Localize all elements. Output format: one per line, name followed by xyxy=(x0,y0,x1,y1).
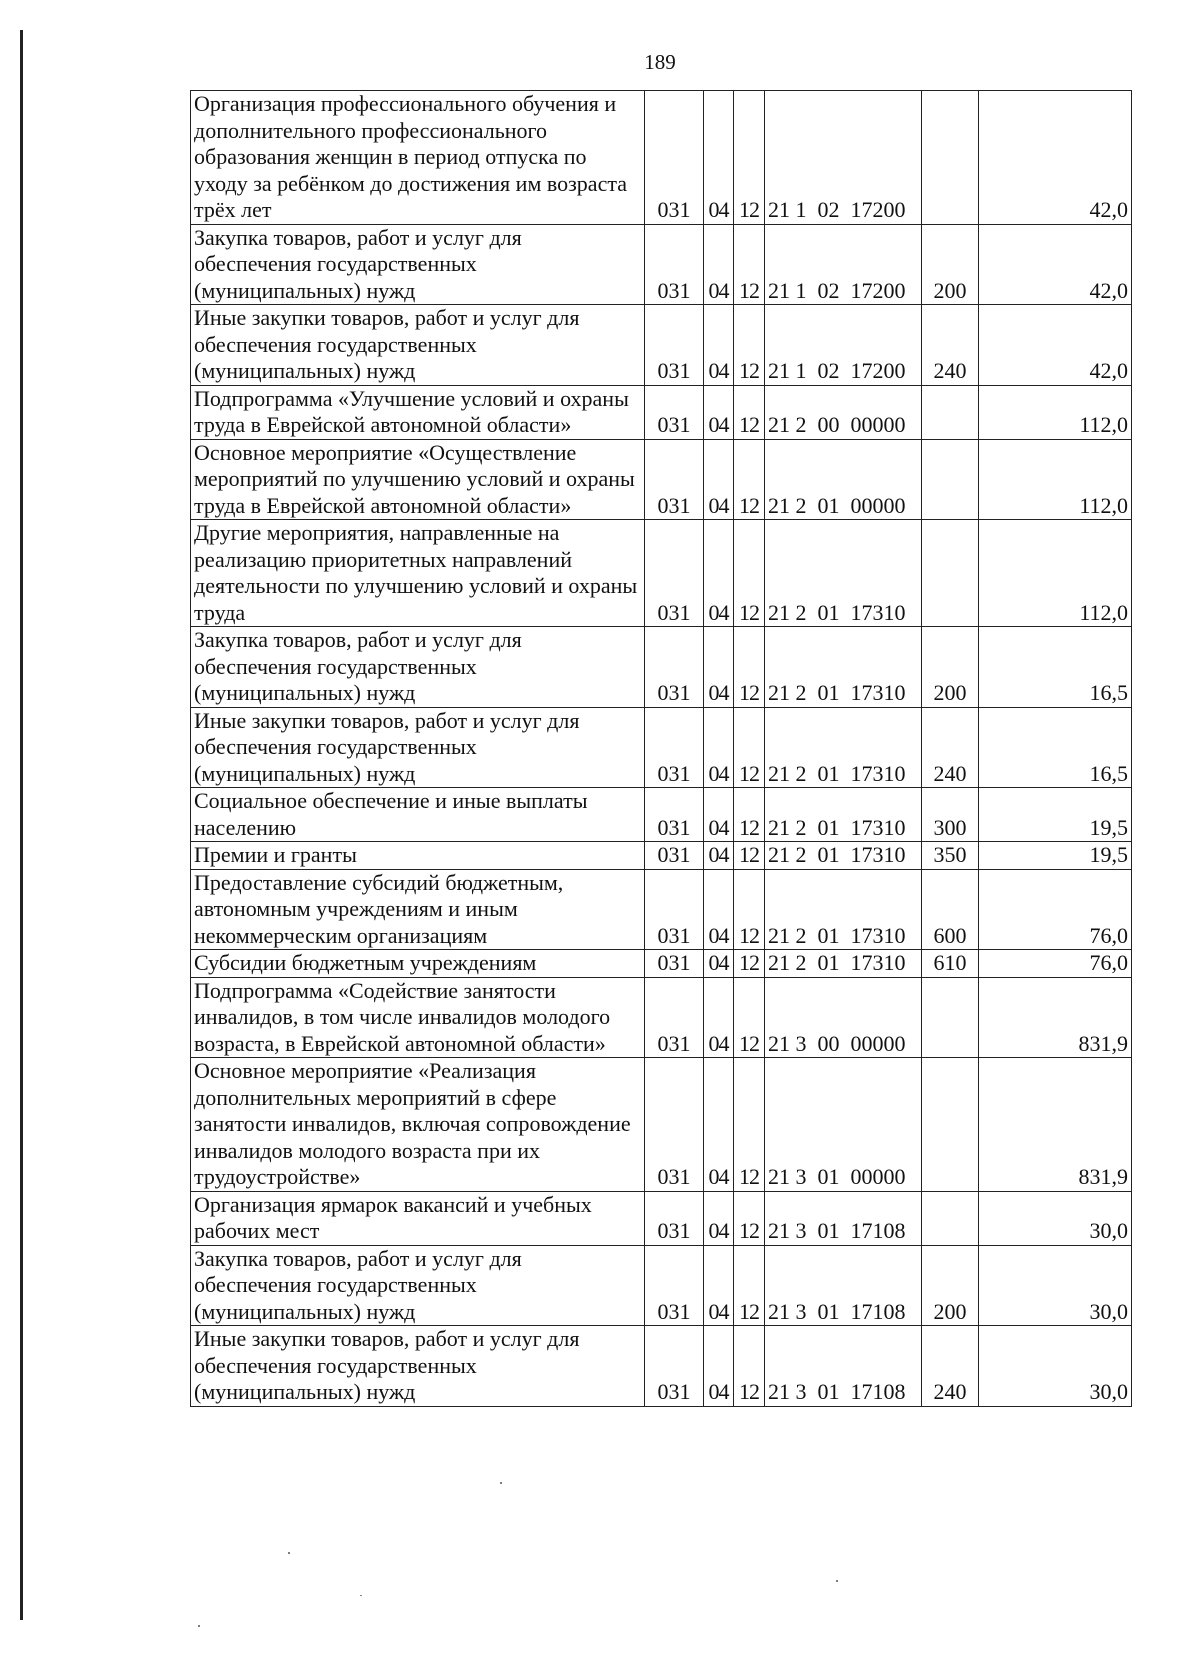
target-article-code: 21 2 01 17310 xyxy=(765,869,922,950)
scan-speck xyxy=(360,1595,362,1596)
target-article-code: 21 2 01 17310 xyxy=(765,627,922,708)
expense-type-code: 200 xyxy=(922,224,979,305)
ved-code: 031 xyxy=(645,869,704,950)
ved-code: 031 xyxy=(645,520,704,627)
amount: 16,5 xyxy=(979,627,1132,708)
section-code: 04 xyxy=(704,385,734,439)
ved-code: 031 xyxy=(645,1326,704,1407)
expense-type-code xyxy=(922,385,979,439)
section-code: 04 xyxy=(704,1058,734,1192)
expense-type-code xyxy=(922,977,979,1058)
ved-code: 031 xyxy=(645,788,704,842)
expense-type-code: 240 xyxy=(922,707,979,788)
row-name: Предоставление субсидий бюджетным, автономным учреждениям и иным некоммерческим организациям xyxy=(191,869,645,950)
target-article-code: 21 3 01 17108 xyxy=(765,1191,922,1245)
ved-code: 031 xyxy=(645,385,704,439)
target-article-code: 21 1 02 17200 xyxy=(765,305,922,386)
subsection-code: 12 xyxy=(734,1245,765,1326)
ved-code: 031 xyxy=(645,1245,704,1326)
ved-code: 031 xyxy=(645,627,704,708)
expense-type-code: 350 xyxy=(922,842,979,870)
table-row xyxy=(191,1191,1132,1245)
target-article-code: 21 2 01 17310 xyxy=(765,520,922,627)
target-article-code: 21 2 01 17310 xyxy=(765,950,922,978)
table-row xyxy=(191,842,1132,870)
row-name: Субсидии бюджетным учреждениям xyxy=(191,950,645,978)
subsection-code: 12 xyxy=(734,627,765,708)
target-article-code: 21 2 00 00000 xyxy=(765,385,922,439)
subsection-code: 12 xyxy=(734,977,765,1058)
subsection-code: 12 xyxy=(734,91,765,225)
table-row xyxy=(191,305,1132,386)
amount: 16,5 xyxy=(979,707,1132,788)
subsection-code: 12 xyxy=(734,439,765,520)
target-article-code: 21 1 02 17200 xyxy=(765,224,922,305)
table-row xyxy=(191,788,1132,842)
section-code: 04 xyxy=(704,707,734,788)
row-name: Основное мероприятие «Осуществление мероприятий по улучшению условий и охраны труда в Еврейской автономной области» xyxy=(191,439,645,520)
subsection-code: 12 xyxy=(734,1191,765,1245)
amount: 30,0 xyxy=(979,1326,1132,1407)
table-row xyxy=(191,91,1132,225)
target-article-code: 21 3 01 17108 xyxy=(765,1245,922,1326)
amount: 42,0 xyxy=(979,91,1132,225)
section-code: 04 xyxy=(704,869,734,950)
expense-type-code xyxy=(922,1058,979,1192)
row-name: Подпрограмма «Улучшение условий и охраны труда в Еврейской автономной области» xyxy=(191,385,645,439)
target-article-code: 21 3 01 17108 xyxy=(765,1326,922,1407)
section-code: 04 xyxy=(704,788,734,842)
target-article-code: 21 2 01 00000 xyxy=(765,439,922,520)
table-row xyxy=(191,950,1132,978)
table-row xyxy=(191,439,1132,520)
expense-type-code: 300 xyxy=(922,788,979,842)
amount: 42,0 xyxy=(979,224,1132,305)
ved-code: 031 xyxy=(645,439,704,520)
expense-type-code: 600 xyxy=(922,869,979,950)
target-article-code: 21 2 01 17310 xyxy=(765,707,922,788)
expense-type-code: 200 xyxy=(922,1245,979,1326)
amount: 30,0 xyxy=(979,1191,1132,1245)
table-row xyxy=(191,869,1132,950)
page-number: 189 xyxy=(644,50,676,74)
table-row xyxy=(191,977,1132,1058)
target-article-code: 21 3 00 00000 xyxy=(765,977,922,1058)
amount: 112,0 xyxy=(979,439,1132,520)
amount: 831,9 xyxy=(979,1058,1132,1192)
subsection-code: 12 xyxy=(734,520,765,627)
ved-code: 031 xyxy=(645,842,704,870)
section-code: 04 xyxy=(704,950,734,978)
amount: 19,5 xyxy=(979,788,1132,842)
subsection-code: 12 xyxy=(734,707,765,788)
expense-type-code xyxy=(922,439,979,520)
row-name: Подпрограмма «Содействие занятости инвалидов, в том числе инвалидов молодого возраста, в Еврейской автономной области» xyxy=(191,977,645,1058)
row-name: Социальное обеспечение и иные выплаты населению xyxy=(191,788,645,842)
amount: 30,0 xyxy=(979,1245,1132,1326)
table-row xyxy=(191,1245,1132,1326)
ved-code: 031 xyxy=(645,950,704,978)
table-row xyxy=(191,224,1132,305)
amount: 112,0 xyxy=(979,385,1132,439)
table-row xyxy=(191,385,1132,439)
scan-speck xyxy=(288,1552,290,1554)
scan-speck xyxy=(198,1625,200,1627)
subsection-code: 12 xyxy=(734,224,765,305)
section-code: 04 xyxy=(704,439,734,520)
section-code: 04 xyxy=(704,520,734,627)
expense-type-code: 200 xyxy=(922,627,979,708)
row-name: Другие мероприятия, направленные на реализацию приоритетных направлений деятельности по улучшению условий и охраны труда xyxy=(191,520,645,627)
row-name: Иные закупки товаров, работ и услуг для обеспечения государственных (муниципальных) нужд xyxy=(191,707,645,788)
scan-speck xyxy=(836,1580,838,1582)
table-row xyxy=(191,627,1132,708)
row-name: Организация ярмарок вакансий и учебных рабочих мест xyxy=(191,1191,645,1245)
section-code: 04 xyxy=(704,627,734,708)
row-name: Закупка товаров, работ и услуг для обеспечения государственных (муниципальных) нужд xyxy=(191,224,645,305)
row-name: Иные закупки товаров, работ и услуг для обеспечения государственных (муниципальных) нужд xyxy=(191,305,645,386)
subsection-code: 12 xyxy=(734,305,765,386)
subsection-code: 12 xyxy=(734,869,765,950)
target-article-code: 21 2 01 17310 xyxy=(765,842,922,870)
table-row xyxy=(191,707,1132,788)
row-name: Премии и гранты xyxy=(191,842,645,870)
section-code: 04 xyxy=(704,224,734,305)
table-row xyxy=(191,520,1132,627)
amount: 831,9 xyxy=(979,977,1132,1058)
target-article-code: 21 1 02 17200 xyxy=(765,91,922,225)
section-code: 04 xyxy=(704,91,734,225)
ved-code: 031 xyxy=(645,1191,704,1245)
subsection-code: 12 xyxy=(734,842,765,870)
ved-code: 031 xyxy=(645,707,704,788)
subsection-code: 12 xyxy=(734,1326,765,1407)
expense-type-code xyxy=(922,91,979,225)
ved-code: 031 xyxy=(645,305,704,386)
section-code: 04 xyxy=(704,977,734,1058)
scan-margin-line xyxy=(20,30,23,1620)
amount: 19,5 xyxy=(979,842,1132,870)
amount: 42,0 xyxy=(979,305,1132,386)
row-name: Основное мероприятие «Реализация дополнительных мероприятий в сфере занятости инвалидов, включая сопровождение инвалидов молодого возраста при их трудоустройстве» xyxy=(191,1058,645,1192)
target-article-code: 21 3 01 00000 xyxy=(765,1058,922,1192)
row-name: Закупка товаров, работ и услуг для обеспечения государственных (муниципальных) нужд xyxy=(191,1245,645,1326)
row-name: Закупка товаров, работ и услуг для обеспечения государственных (муниципальных) нужд xyxy=(191,627,645,708)
subsection-code: 12 xyxy=(734,950,765,978)
table-row xyxy=(191,1326,1132,1407)
subsection-code: 12 xyxy=(734,1058,765,1192)
section-code: 04 xyxy=(704,842,734,870)
table-row xyxy=(191,1058,1132,1192)
row-name: Организация профессионального обучения и дополнительного профессионального образования женщин в период отпуска по уходу за ребёнком до достижения им возраста трёх лет xyxy=(191,91,645,225)
expense-type-code: 610 xyxy=(922,950,979,978)
amount: 112,0 xyxy=(979,520,1132,627)
scan-speck xyxy=(500,1482,502,1484)
expense-type-code: 240 xyxy=(922,305,979,386)
amount: 76,0 xyxy=(979,950,1132,978)
ved-code: 031 xyxy=(645,1058,704,1192)
ved-code: 031 xyxy=(645,224,704,305)
section-code: 04 xyxy=(704,1326,734,1407)
amount: 76,0 xyxy=(979,869,1132,950)
expense-type-code xyxy=(922,520,979,627)
expense-type-code: 240 xyxy=(922,1326,979,1407)
subsection-code: 12 xyxy=(734,385,765,439)
section-code: 04 xyxy=(704,1245,734,1326)
target-article-code: 21 2 01 17310 xyxy=(765,788,922,842)
section-code: 04 xyxy=(704,1191,734,1245)
section-code: 04 xyxy=(704,305,734,386)
budget-table xyxy=(190,90,1132,1407)
budget-table-body xyxy=(191,91,1132,1407)
ved-code: 031 xyxy=(645,977,704,1058)
expense-type-code xyxy=(922,1191,979,1245)
ved-code: 031 xyxy=(645,91,704,225)
row-name: Иные закупки товаров, работ и услуг для обеспечения государственных (муниципальных) нужд xyxy=(191,1326,645,1407)
subsection-code: 12 xyxy=(734,788,765,842)
